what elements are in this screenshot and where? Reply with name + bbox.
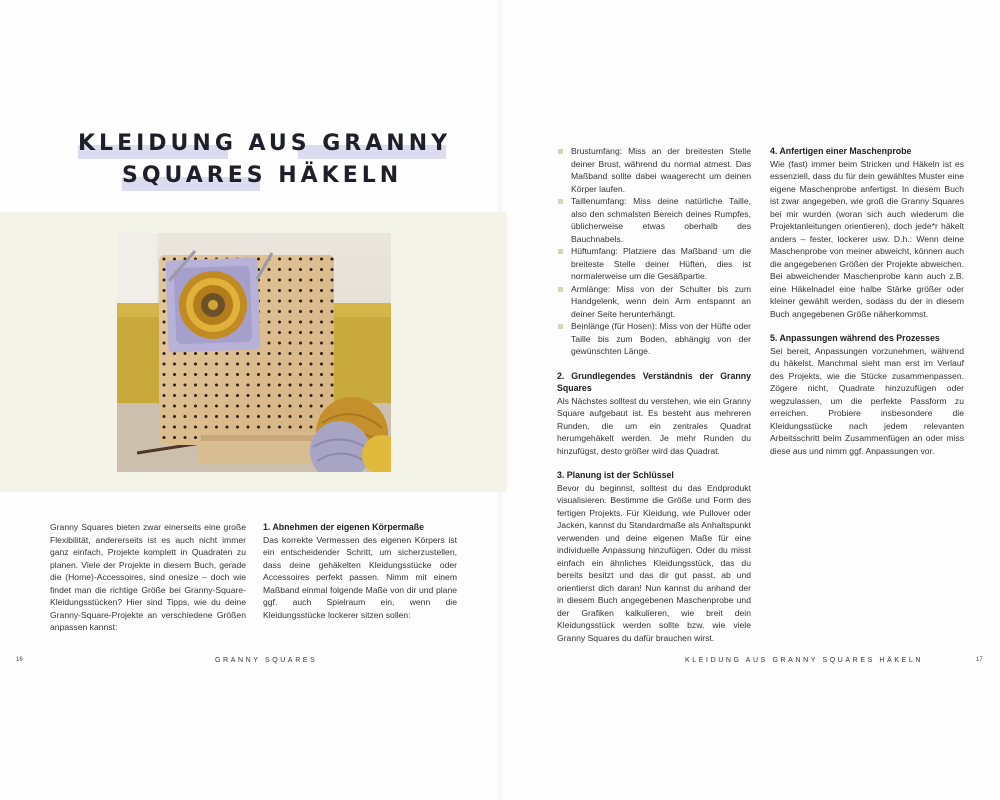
running-head-left: GRANNY SQUARES [215, 657, 318, 664]
title-line-1: KLEIDUNG AUS GRANNY [78, 131, 452, 156]
intro-text: Granny Squares bieten zwar einerseits eine große Flexibilität, andererseits ist es auch nicht immer ganz einfach, Projekte komplett in Quadraten zu planen. Viele der Projekte in diesem Buch, gerade die (Home)-Accessoires, sind onesize – doch wie findet man die richtige Größe bei Granny-Square-Kleidungsstücken? Hier sind Tipps, wie du deine Granny-Square-Projekte an verschiedene Größen anpassen kannst: [50, 522, 246, 632]
right-column-2 [770, 145, 964, 457]
section-2-text: Als Nächstes solltest du verstehen, wie ein Granny Square aufgebaut ist. Es besteht aus mehreren Runden, die um ein zentrales Quadrat herumgehäkelt werden. Je mehr Runden du hinzufügst, desto größer wird das Quadrat. [557, 395, 751, 456]
list-item: Beinlänge (für Hosen): Miss von der Hüfte oder Taille bis zum Boden, abhängig von der gewünschten Länge. [557, 320, 751, 358]
section-1-text: Das korrekte Vermessen des eigenen Körpers ist ein entscheidender Schritt, um sicherzustellen, dass deine gehäkelten Kleidungsstücke oder Accessoires perfekt passen. Nimm mit einem Maßband einmal folgende Maße von dir und plane ggf. auch Spielraum ein, wenn die Kleidungsstücke lockerer sitzen sollen: [263, 534, 457, 620]
list-item: Brustumfang: Miss an der breitesten Stelle deiner Brust, während du normal atmest. Das Maßband sollte dabei waagerecht um deinen Körper laufen. [557, 145, 751, 195]
section-3-heading: 3. Planung ist der Schlüssel [557, 470, 674, 480]
running-head-right: KLEIDUNG AUS GRANNY SQUARES HÄKELN [685, 657, 924, 664]
page-number-left: 16 [16, 657, 23, 663]
right-column-1 [557, 145, 751, 644]
list-item: Armlänge: Miss von der Schulter bis zum Handgelenk, wenn dein Arm entspannt an deiner Seite herunterhängt. [557, 283, 751, 321]
page-title [78, 130, 458, 200]
granny-square-photo [117, 233, 391, 472]
list-item: Hüftumfang: Platziere das Maßband um die breiteste Stelle deiner Hüften, dies ist normalerweise um die Gesäßpartie. [557, 245, 751, 283]
section-1-heading: 1. Abnehmen der eigenen Körpermaße [263, 522, 424, 532]
section-4-heading: 4. Anfertigen einer Maschenprobe [770, 146, 912, 156]
section-3-text: Bevor du beginnst, solltest du das Endprodukt visualisieren. Bestimme die Größe und Form des fertigen Projekts. Für Kleidung, wie Pullover oder Jacken, kannst du Standardmaße als Anhaltspunkt verwenden und deine eigenen Maße für eine individuelle Anpassung hinzufügen. Oder du misst einfach ein ähnliches Kleidungsstück, das du bereits besitzt und das dir gut passt, ab und orientierst dich daran! Nun kannst du anhand der in diesem Buch angegebenen Maschenprobe und der Grafiken kalkulieren, wie breit dein Kleidungsstück werden sollte bzw. wie viele Granny Squares du dafür brauchen wirst. [557, 482, 751, 643]
section-5-heading: 5. Anpassungen während des Prozesses [770, 333, 940, 343]
section-1 [263, 521, 457, 621]
page-number-right: 17 [976, 657, 983, 663]
section-4-text: Wie (fast) immer beim Stricken und Häkeln ist es essenziell, dass du für dein gewähltes Muster eine eigene Maschenprobe anfertigst. In diesem Buch ist zwar angegeben, wie groß die Granny Squares bei mir wurden (woran sich auch wiederum die Projektanleitungen orientieren), doch jede*r häkelt anders – fester, lockerer usw. D.h.: Wenn deine Maschenprobe von meiner abweicht, können auch die angegebenen Größen der Projekte abweichen. Bei abweichender Maschenprobe kann auch z.B. eine Häkelnadel eine halbe Stärke größer oder kleiner gewählt werden, sodass du der in diesem Buch angegebenen Größe näherkommst. [770, 158, 964, 319]
title-line-2: SQUARES HÄKELN [122, 163, 403, 188]
section-5-text: Sei bereit, Anpassungen vorzunehmen, während du häkelst. Manchmal sieht man erst im Verlauf des Projekts, wie die Stücke zusammenpassen. Zögere nicht, Quadrate hinzuzufügen oder wegzulassen, um die perfekte Passform zu erreichen. Probiere insbesondere die Kleidungsstücke nach jedem relevanten Arbeitsschritt beim Zusammenfügen an oder miss diese aus und nimm ggf. Anpassungen vor. [770, 345, 964, 456]
list-item: Taillenumfang: Miss deine natürliche Taille, also den schmalsten Bereich deines Rumpfes, üblicherweise etwas oberhalb des Bauchnabels. [557, 195, 751, 245]
section-2-heading: 2. Grundlegendes Verständnis der Granny Squares [557, 370, 751, 393]
measurement-list [557, 145, 751, 358]
